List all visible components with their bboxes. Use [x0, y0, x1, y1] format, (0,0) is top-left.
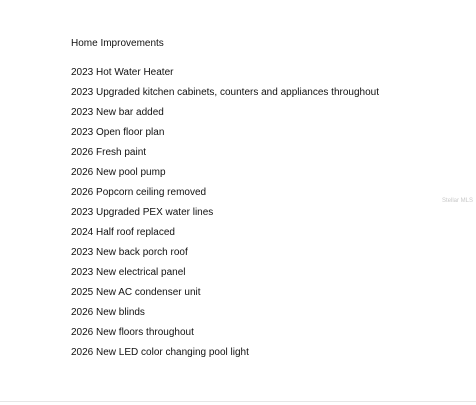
- list-item: 2023 New bar added: [71, 107, 164, 118]
- watermark: Stellar MLS: [441, 198, 473, 204]
- list-item: 2023 Open floor plan: [71, 127, 165, 138]
- improvements-list: [71, 67, 379, 367]
- list-item: 2023 Upgraded kitchen cabinets, counters and appliances throughout: [71, 87, 379, 98]
- list-item: 2026 Fresh paint: [71, 147, 147, 158]
- list-item: 2026 New LED color changing pool light: [71, 347, 249, 358]
- list-item: 2023 Hot Water Heater: [71, 67, 174, 78]
- list-item: 2025 New AC condenser unit: [71, 287, 201, 298]
- document-title: Home Improvements: [71, 38, 164, 49]
- list-item: 2026 Popcorn ceiling removed: [71, 187, 207, 198]
- list-item: 2024 Half roof replaced: [71, 227, 175, 238]
- list-item: 2026 New floors throughout: [71, 327, 194, 338]
- list-item: 2023 New electrical panel: [71, 267, 186, 278]
- list-item: 2023 Upgraded PEX water lines: [71, 207, 214, 218]
- list-item: 2023 New back porch roof: [71, 247, 188, 258]
- page-bottom-divider: [0, 401, 476, 402]
- list-item: 2026 New pool pump: [71, 167, 166, 178]
- list-item: 2026 New blinds: [71, 307, 145, 318]
